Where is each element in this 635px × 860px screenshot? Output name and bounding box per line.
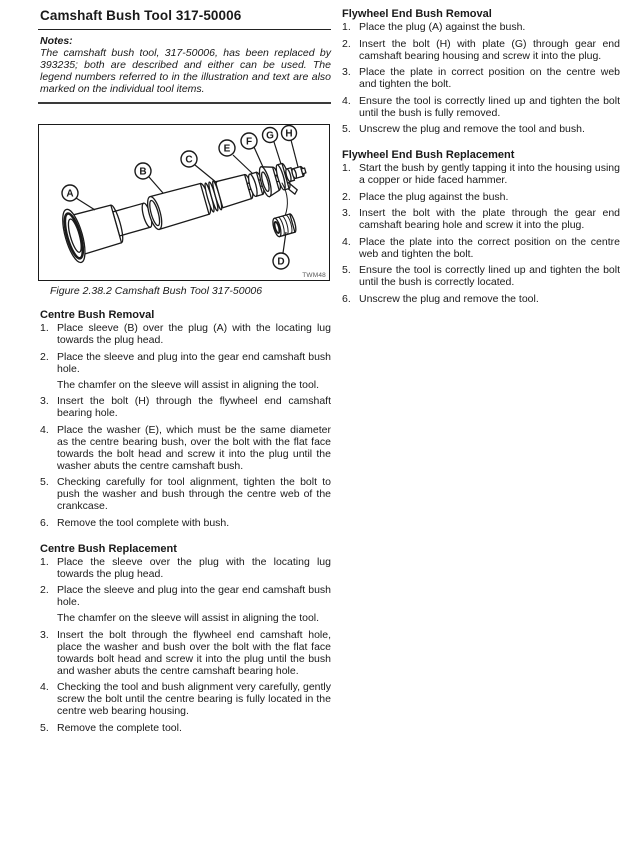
list-step: [38, 517, 331, 529]
step-number: 4.: [342, 235, 351, 248]
section-centre-bush-replacement: [38, 543, 331, 734]
step-text-main: Insert the bolt through the flywheel end camshaft hole, place the washer and bush over the bolt with the flat face towards bolt head and screw it into the plug until the bush and washer abuts the centre camshaft bearing hole.: [57, 628, 331, 677]
step-number: 1.: [342, 162, 351, 174]
step-number: 1.: [40, 322, 49, 334]
list-step: [340, 123, 620, 135]
section-centre-bush-removal: [38, 309, 331, 529]
step-text: [359, 264, 620, 288]
notes-label: Notes:: [40, 35, 73, 47]
list-step: [340, 191, 620, 203]
step-text-main: Insert the bolt with the plate through the gear end camshaft bearing hole and screw it into the plug.: [359, 207, 620, 231]
section-flywheel-end-bush-replacement: [340, 149, 620, 305]
step-text-main: Remove the tool complete with bush.: [57, 516, 230, 529]
callout-leader-line: [76, 198, 95, 210]
step-text: [359, 95, 620, 119]
right-column: [340, 8, 620, 319]
step-text-main: Place the plug against the bush.: [359, 190, 509, 203]
step-number: 5.: [40, 476, 49, 488]
step-text: [57, 629, 331, 677]
callout-letter: B: [139, 166, 147, 178]
step-text: [359, 293, 620, 305]
list-step: [340, 207, 620, 231]
callout-a: [62, 185, 95, 210]
step-text-main: Place the sleeve and plug into the gear end camshaft bush hole.: [57, 350, 331, 375]
figure-box: [38, 124, 330, 281]
list-step: [340, 21, 620, 33]
step-text-main: Checking the tool and bush alignment very carefully, gently screw the bolt until the centre bearing is fully located in the centre web bearing housing.: [57, 681, 331, 717]
step-text: [57, 584, 331, 624]
figure-watermark: TWM48: [302, 272, 326, 279]
step-number: 3.: [342, 207, 351, 219]
callout-leader-line: [149, 177, 163, 193]
step-number: 2.: [342, 190, 351, 203]
callout-leader-line: [195, 165, 217, 183]
step-text-main: Remove the complete tool.: [57, 721, 182, 734]
step-text: [359, 21, 620, 33]
callout-g: [263, 128, 282, 165]
step-note: The chamfer on the sleeve will assist in aligning the tool.: [57, 612, 320, 624]
section-heading: Centre Bush Removal: [40, 309, 155, 321]
step-number: 2.: [342, 37, 351, 50]
list-step: [38, 556, 331, 580]
step-text: [57, 556, 331, 580]
left-column: [38, 8, 331, 748]
step-number: 4.: [40, 423, 49, 436]
step-number: 2.: [40, 584, 49, 596]
step-text: [57, 424, 331, 472]
step-text: [57, 351, 331, 391]
list-step: [38, 395, 331, 419]
step-number: 3.: [40, 395, 49, 407]
list-step: [38, 629, 331, 677]
step-number: 1.: [40, 555, 49, 568]
step-text-main: Insert the bolt (H) with plate (G) through gear end camshaft bearing housing and screw it into the plug.: [359, 37, 620, 62]
step-text: [359, 162, 620, 186]
step-number: 4.: [342, 94, 351, 107]
list-step: [38, 584, 331, 624]
callout-leader-line: [291, 140, 298, 167]
figure-caption: Figure 2.38.2 Camshaft Bush Tool 317-50006: [50, 285, 263, 297]
callout-c: [181, 151, 217, 183]
step-number: 3.: [342, 66, 351, 78]
step-number: 2.: [40, 350, 49, 363]
callout-letter: E: [223, 143, 231, 155]
list-step: [38, 681, 331, 717]
step-text: [359, 66, 620, 90]
step-text-main: Checking carefully for tool alignment, tighten the bolt to push the washer and bush through the centre web of the crankcase.: [57, 476, 331, 512]
step-text: [359, 207, 620, 231]
list-step: [340, 264, 620, 288]
step-text-main: Place the sleeve over the plug with the locating lug towards the plug head.: [57, 555, 331, 580]
step-number: 5.: [342, 123, 351, 135]
section-heading: Centre Bush Replacement: [40, 542, 177, 555]
step-text-main: Place the plug (A) against the bush.: [359, 21, 526, 33]
camshaft-tool-diagram: [39, 125, 326, 277]
callout-leader-line: [254, 147, 263, 167]
list-step: [38, 722, 331, 734]
callout-f: [241, 133, 263, 167]
step-text-main: Place the plate into the correct position on the centre web and tighten the bolt.: [359, 235, 620, 260]
step-number: 5.: [342, 264, 351, 276]
page-title: Camshaft Bush Tool 317-50006: [38, 8, 331, 30]
step-text: [359, 191, 620, 203]
callout-letter: F: [245, 136, 253, 148]
step-text: [359, 38, 620, 62]
step-number: 4.: [40, 681, 49, 693]
step-number: 3.: [40, 628, 49, 641]
callout-leader-line: [274, 142, 281, 164]
notes-block: [38, 30, 331, 104]
callout-letter: A: [66, 188, 74, 200]
section-heading: Flywheel End Bush Replacement: [342, 149, 515, 161]
step-number: 6.: [40, 516, 49, 529]
callout-d: [273, 232, 289, 269]
list-step: [38, 322, 331, 346]
callout-letter: G: [266, 130, 274, 142]
callout-leader-line: [233, 155, 253, 174]
section-heading: Flywheel End Bush Removal: [342, 8, 492, 20]
list-step: [38, 424, 331, 472]
left-sections: [38, 309, 331, 734]
notes-text: The camshaft bush tool, 317-50006, has been replaced by 393235; both are described and either can be used. The legend numbers referred to in the illustration and text are also marked on the individual tool items.: [40, 47, 331, 95]
step-text: [57, 681, 331, 717]
step-text-main: Insert the bolt (H) through the flywheel end camshaft bearing hole.: [57, 395, 331, 419]
list-step: [340, 162, 620, 186]
step-text-main: Unscrew the plug and remove the tool and bush.: [359, 123, 585, 135]
step-text: [359, 123, 620, 135]
list-step: [340, 38, 620, 62]
callout-b: [135, 163, 163, 193]
callout-letter: D: [277, 256, 285, 268]
step-number: 6.: [342, 292, 351, 305]
right-sections: [340, 8, 620, 305]
step-number: 5.: [40, 721, 49, 734]
step-number: 1.: [342, 21, 351, 33]
step-text: [57, 476, 331, 512]
list-step: [340, 95, 620, 119]
step-text-main: Place the plate in correct position on the centre web and tighten the bolt.: [359, 66, 620, 90]
list-step: [38, 476, 331, 512]
step-text-main: Place the sleeve and plug into the gear end camshaft bush hole.: [57, 584, 331, 608]
step-text-main: Ensure the tool is correctly lined up and tighten the bolt until the bush is fully removed.: [359, 94, 620, 119]
callout-letter: C: [185, 154, 193, 166]
step-text: [57, 395, 331, 419]
step-text: [359, 236, 620, 260]
step-text-main: Place sleeve (B) over the plug (A) with the locating lug towards the plug head.: [57, 322, 331, 346]
step-text-main: Start the bush by gently tapping it into the housing using a copper or hide faced hammer.: [359, 162, 620, 186]
step-text: [57, 722, 331, 734]
list-step: [340, 293, 620, 305]
list-step: [340, 66, 620, 90]
list-step: [38, 351, 331, 391]
list-step: [340, 236, 620, 260]
callout-h: [282, 126, 299, 168]
callout-letter: H: [285, 128, 293, 140]
step-note: The chamfer on the sleeve will assist in aligning the tool.: [57, 378, 320, 391]
step-text-main: Ensure the tool is correctly lined up and tighten the bolt until the bush is correctly located.: [359, 264, 620, 288]
step-text: [57, 322, 331, 346]
step-text-main: Place the washer (E), which must be the same diameter as the centre bearing bush, over the bolt with the flat face towards the bolt head and screw it into the plug until the washer abuts the centre camshaft bush.: [57, 423, 331, 472]
step-text: [57, 517, 331, 529]
step-text-main: Unscrew the plug and remove the tool.: [359, 292, 539, 305]
section-flywheel-end-bush-removal: [340, 8, 620, 135]
